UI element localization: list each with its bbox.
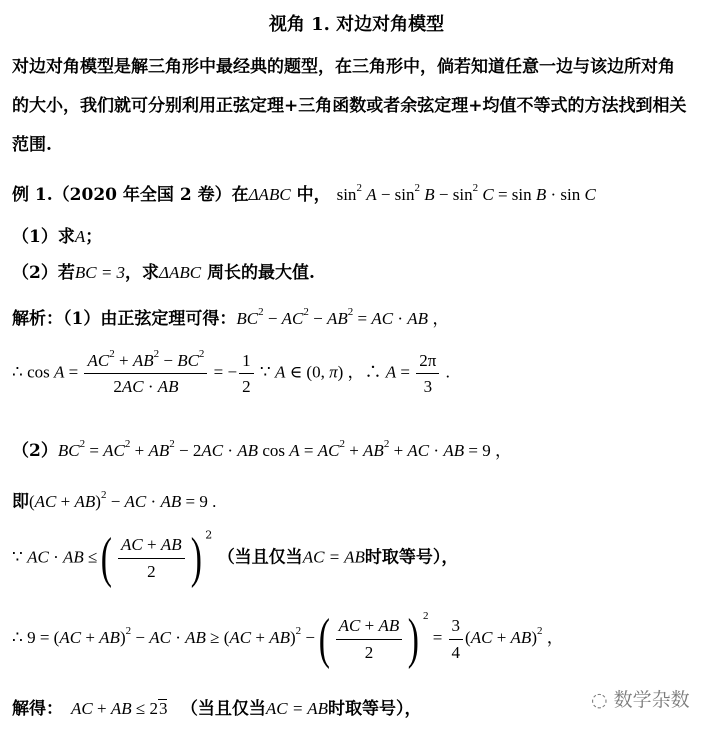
intro-line-1: 对边对角模型是解三角形中最经典的题型，在三角形中，倘若知道任意一边与该边所对角 bbox=[12, 57, 675, 77]
example-label: 例 1. bbox=[12, 185, 53, 205]
result-prefix: 解得： bbox=[12, 699, 63, 719]
intro-line-3: 范围. bbox=[12, 135, 52, 155]
solution-label: 解析： bbox=[12, 309, 63, 329]
solution-part-1 bbox=[12, 304, 449, 329]
law-of-sines-equation: $BC^2 - AC^2 - AB^2$ = AC · AB ， bbox=[236, 306, 450, 328]
question-1-var: A bbox=[74, 227, 86, 246]
question-1-text: （1）求 bbox=[12, 227, 75, 247]
example-zhong: 中， bbox=[296, 185, 331, 205]
because-symbol: ∵ bbox=[259, 362, 271, 382]
a-value-fraction: $\frac{2\pi}{3}$ bbox=[416, 350, 439, 398]
intro-line-2: 的大小，我们就可分别利用正弦定理+三角函数或者余弦定理+均值不等式的方法找到相关 bbox=[12, 96, 687, 116]
three-quarters-fraction: $\frac{3}{4}$ bbox=[449, 615, 464, 663]
solution-part1-prefix: （1）由正弦定理可得： bbox=[63, 309, 237, 329]
question-2-end: 周长的最大值. bbox=[207, 263, 315, 283]
therefore-symbol: ∴ bbox=[12, 362, 23, 382]
am-gm-inequality: ∵ AC · AB ≤( $\frac{AC + AB}{2}$ ) $^2$ （当且仅当AC = AB时取等号）， bbox=[12, 527, 459, 589]
cos-value-fraction: $\frac{1}{2}$ bbox=[239, 350, 254, 398]
example-triangle: ΔABC bbox=[248, 185, 291, 204]
ji-equation: 即(AC + AB)$^2$ − AC · AB = 9 . bbox=[12, 489, 217, 512]
watermark-text: 数学杂数 bbox=[613, 689, 690, 711]
section-title: 视角 1. 对边对角模型 bbox=[268, 14, 445, 35]
cos-a-derivation: ∴ cos A = $\frac{AC^2 + AB^2 - BC^2}{2AC \cdot AB}$ = − $\frac{1}{2}$ ∵ A ∈ (0, π) ，∴ A = $\frac{2\pi}{3}$ . bbox=[12, 348, 450, 397]
question-2 bbox=[12, 258, 315, 283]
example-equation: $\sin^2 A - \sin^2 B - \sin^2 C = \sin B \cdot \sin C$ bbox=[336, 182, 596, 204]
cos-fraction: $\frac{AC^2 + AB^2 - BC^2}{2AC \cdot AB}$ bbox=[84, 350, 207, 398]
example-source: （2020 年全国 2 卷）在 bbox=[52, 185, 249, 205]
example-heading bbox=[12, 180, 596, 205]
wechat-icon: ◌ bbox=[591, 689, 608, 711]
question-2-mid: ，求 bbox=[125, 263, 160, 283]
question-1 bbox=[12, 222, 102, 247]
chain-inequality: ∴ 9 = (AC + AB)$^2$ − AC · AB ≥ (AC + AB)$^2$ −( $\frac{AC + AB}{2}$ ) $^2$ = $\frac{3}{4}$ (AC + AB)$^2$ ， bbox=[12, 608, 564, 670]
question-2-triangle: ΔABC bbox=[159, 263, 202, 282]
question-2-text: （2）若 bbox=[12, 263, 75, 283]
question-2-cond: BC = 3 bbox=[74, 263, 126, 282]
solution-part-2: $(2)BC^2 = AC^2 + AB^2 - 2AC$ · AB $\cos A = AC^2 + AB^2$ + AC · AB = 9 ， bbox=[12, 438, 512, 461]
watermark-logo bbox=[591, 685, 690, 712]
question-1-end: ； bbox=[85, 227, 103, 247]
result-line: 解得： AC + AB ≤ 23 （当且仅当AC = AB时取等号）， bbox=[12, 699, 422, 719]
